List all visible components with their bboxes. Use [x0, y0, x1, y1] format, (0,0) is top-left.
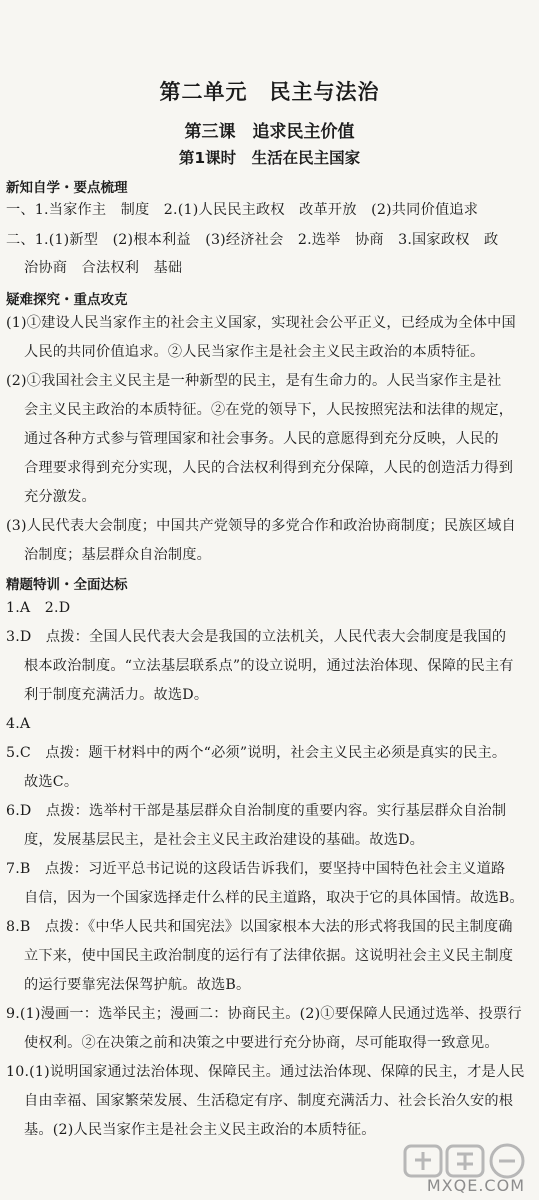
answer-line: 通过各种方式参与管理国家和社会事务。人民的意愿得到充分反映，人民的 [24, 431, 499, 447]
answer-line: 故选C。 [24, 774, 79, 790]
answer-line: 8.B 点拨：《中华人民共和国宪法》以国家根本大法的形式将我国的民主制度确 [6, 919, 513, 935]
section-heading-explore: 疑难探究・重点攻克 [6, 292, 128, 308]
answer-line: (1)①建设人民当家作主的社会主义国家，实现社会公平正义，已经成为全体中国 [6, 315, 516, 331]
answer-line: 9.(1)漫画一：选举民主；漫画二：协商民主。(2)①要保障人民通过选举、投票行 [6, 1006, 522, 1022]
answer-line: 自由幸福、国家繁荣发展、生活稳定有序、制度充满活力、社会长治久安的根 [24, 1093, 514, 1109]
lesson-title: 第三课 追求民主价值 [184, 122, 355, 142]
unit-title: 第二单元 民主与法治 [159, 80, 380, 104]
answer-line: 治制度；基层群众自治制度。 [24, 547, 212, 563]
answer-line: 治协商 合法权利 基础 [24, 260, 183, 276]
answer-line: 5.C 点拨：题干材料中的两个“必须”说明，社会主义民主必须是真实的民主。 [6, 745, 507, 761]
answer-line: 使权利。②在决策之前和决策之中要进行充分协商，尽可能取得一致意见。 [24, 1035, 499, 1051]
answer-line: 二、1.(1)新型 (2)根本利益 (3)经济社会 2.选举 协商 3.国家政权 政 [6, 232, 499, 248]
answer-line: 自信，因为一个国家选择走什么样的民主道路，取决于它的具体国情。故选B。 [24, 890, 524, 906]
answer-line: 人民的共同价值追求。②人民当家作主是社会主义民主政治的本质特征。 [24, 344, 485, 360]
answer-line: 10.(1)说明国家通过法治体现、保障民主。通过法治体现、保障的民主，才是人民 [6, 1064, 525, 1080]
answer-line: 利于制度充满活力。故选D。 [24, 687, 209, 703]
section-heading-practice: 精题特训・全面达标 [6, 577, 128, 593]
answer-line: 1.A 2.D [6, 600, 71, 616]
section-heading-self-study: 新知自学・要点梳理 [6, 180, 128, 196]
answer-line: 度，发展基层民主，是社会主义民主政治建设的基础。故选D。 [24, 832, 425, 848]
answer-line: (2)①我国社会主义民主是一种新型的民主，是有生命力的。人民当家作主是社 [6, 373, 502, 389]
answer-line: 充分激发。 [24, 489, 96, 505]
answer-line: 一、1.当家作主 制度 2.(1)人民民主政权 改革开放 (2)共同价值追求 [6, 202, 479, 218]
answer-line: 立下来，使中国民主政治制度的运行有了法律依据。这说明社会主义民主制度 [24, 948, 514, 964]
watermark-url: MXQE.COM [426, 1176, 525, 1195]
answer-line: 4.A [6, 716, 31, 732]
answer-line: 6.D 点拨：选举村干部是基层群众自治制度的重要内容。实行基层群众自治制 [6, 803, 507, 819]
answer-line: (3)人民代表大会制度；中国共产党领导的多党合作和政治协商制度；民族区域自 [6, 518, 516, 534]
period-subtitle: 第1课时 生活在民主国家 [178, 149, 361, 167]
answer-line: 基。(2)人民当家作主是社会主义民主政治的本质特征。 [24, 1122, 376, 1138]
answer-line: 根本政治制度。“立法基层联系点”的设立说明，通过法治体现、保障的民主有 [24, 658, 514, 674]
answer-line: 3.D 点拨：全国人民代表大会是我国的立法机关，人民代表大会制度是我国的 [6, 629, 507, 645]
answer-line: 的运行要靠宪法保驾护航。故选B。 [24, 977, 251, 993]
answer-line: 会主义民主政治的本质特征。②在党的领导下，人民按照宪法和法律的规定， [24, 402, 514, 418]
answer-line: 7.B 点拨：习近平总书记说的这段话告诉我们，要坚持中国特色社会主义道路 [6, 861, 506, 877]
answer-line: 合理要求得到充分实现，人民的合法权利得到充分保障，人民的创造活力得到 [24, 460, 514, 476]
